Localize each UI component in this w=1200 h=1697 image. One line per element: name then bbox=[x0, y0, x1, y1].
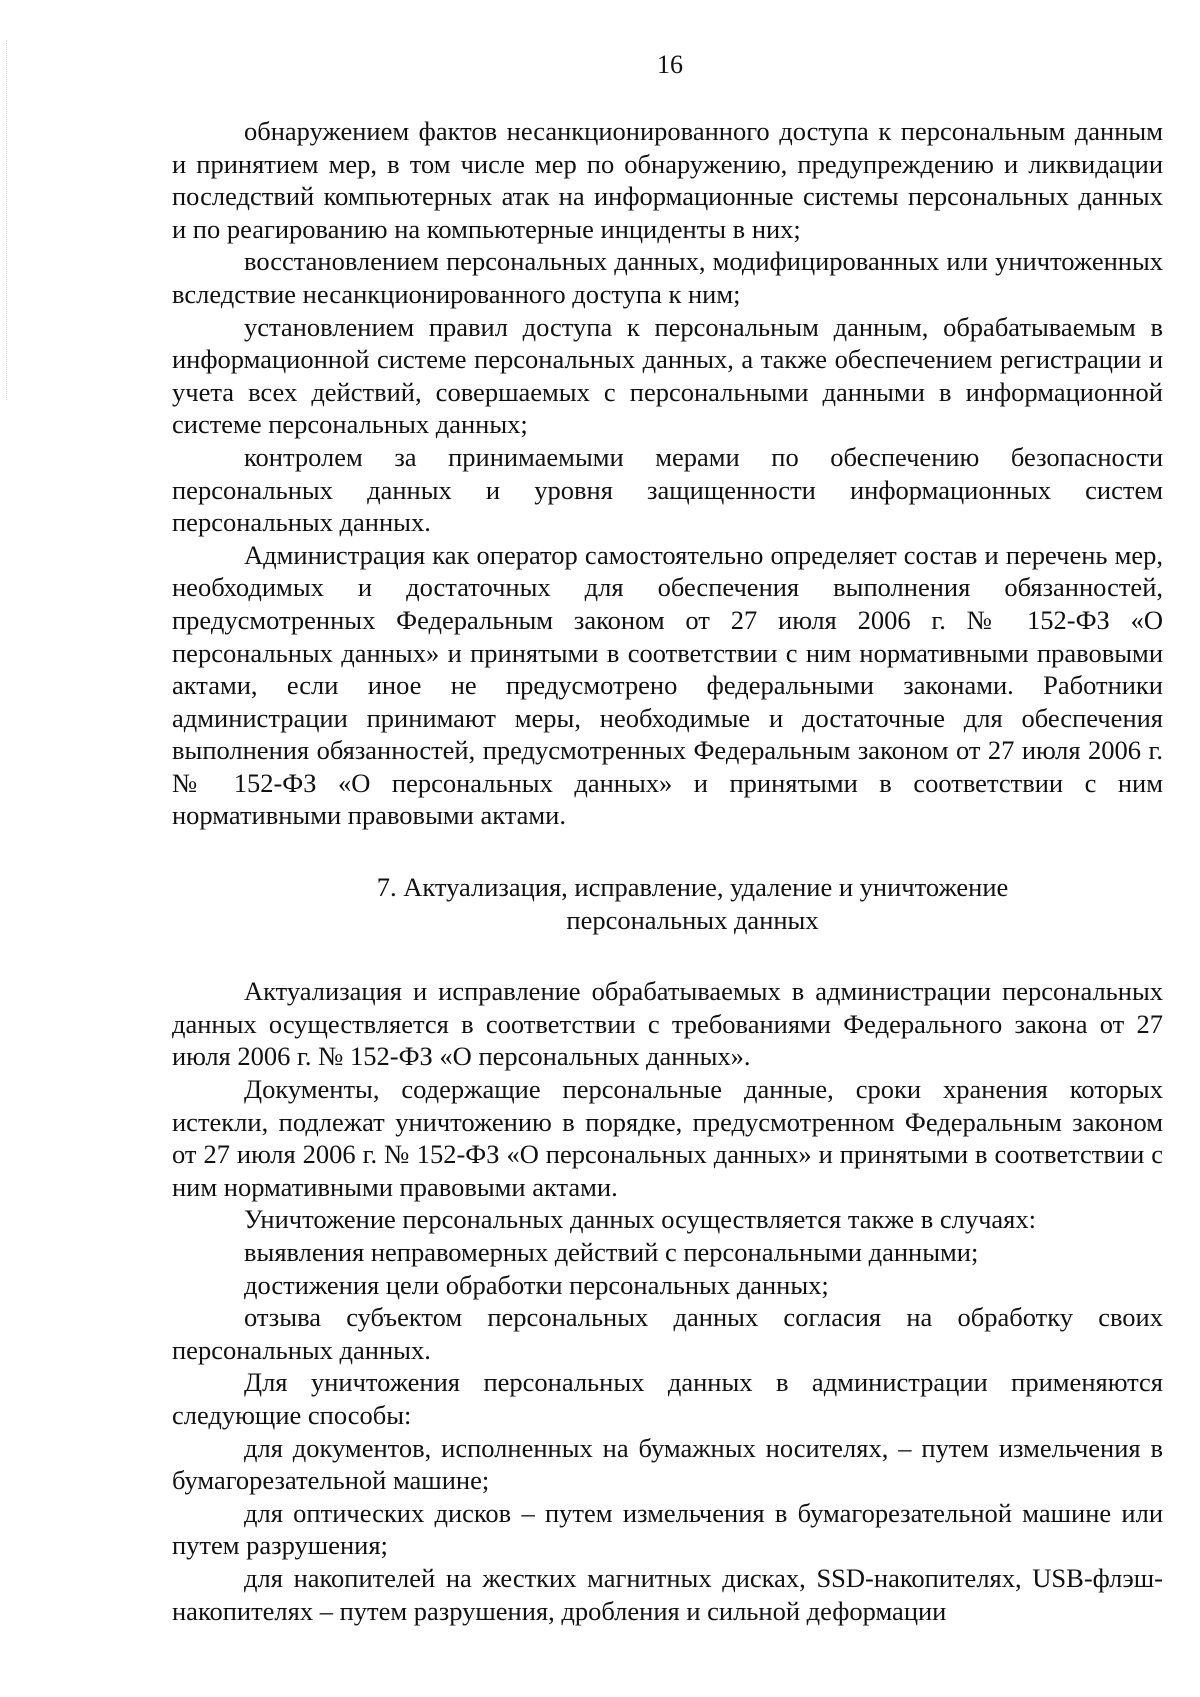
page-number: 16 bbox=[657, 50, 683, 79]
paragraph: Документы, содержащие персональные данные, сроки хранения которых истекли, подлежат уничтожению в порядке, предусмотренном Федеральным законом от 27 июля 2006 г. № 152-ФЗ «О персональных данных» и принятыми в соответствии с ним нормативными правовыми актами. bbox=[172, 1074, 1163, 1202]
section-heading-line-2: персональных данных bbox=[566, 904, 819, 935]
paragraph: для оптических дисков – путем измельчения в бумагорезательной машине или путем разрушения; bbox=[172, 1497, 1163, 1561]
paragraph: для документов, исполненных на бумажных носителях, – путем измельчения в бумагорезательной машине; bbox=[172, 1432, 1163, 1496]
document-body bbox=[172, 115, 1163, 1627]
paragraph: Администрация как оператор самостоятельно определяет состав и перечень мер, необходимых и достаточных для обеспечения выполнения обязанностей, предусмотренных Федеральным законом от 27 июля 2006 г. № 152-ФЗ «О персональных данных» и принятыми в соответствии с ним нормативными правовыми актами, если иное не предусмотрено федеральными законами. Работники администрации принимают меры, необходимые и достаточные для обеспечения выполнения обязанностей, предусмотренных Федеральным законом от 27 июля 2006 г. № 152-ФЗ «О персональных данных» и принятыми в соответствии с ним нормативными правовыми актами. bbox=[172, 539, 1163, 831]
paragraph: установлением правил доступа к персональным данным, обрабатываемым в информационной системе персональных данных, а также обеспечением регистрации и учета всех действий, совершаемых с персональными данными в информационной системе персональных данных; bbox=[172, 311, 1163, 440]
paragraph: Актуализация и исправление обрабатываемых в администрации персональных данных осуществляется в соответствии с требованиями Федерального закона от 27 июля 2006 г. № 152-ФЗ «О персональных данных». bbox=[172, 976, 1163, 1072]
paragraph: обнаружением фактов несанкционированного доступа к персональным данным и принятием мер, в том числе мер по обнаружению, предупреждению и ликвидации последствий компьютерных атак на информационные системы персональных данных и по реагированию на компьютерные инциденты в них; bbox=[172, 116, 1163, 244]
paragraph: восстановлением персональных данных, модифицированных или уничтоженных вследствие несанкционированного доступа к ним; bbox=[172, 246, 1163, 309]
paragraph: контролем за принимаемыми мерами по обеспечению безопасности персональных данных и уровня защищенности информационных систем персональных данных. bbox=[172, 441, 1163, 538]
paragraph: Для уничтожения персональных данных в администрации применяются следующие способы: bbox=[172, 1367, 1163, 1430]
paragraph: выявления неправомерных действий с персональными данными; bbox=[244, 1237, 979, 1267]
paragraph: Уничтожение персональных данных осуществляется также в случаях: bbox=[244, 1204, 1036, 1235]
paragraph: достижения цели обработки персональных данных; bbox=[244, 1269, 829, 1300]
paragraph: отзыва субъектом персональных данных согласия на обработку своих персональных данных. bbox=[172, 1302, 1163, 1365]
section-heading bbox=[172, 871, 1163, 936]
scan-margin-marks bbox=[6, 40, 10, 400]
paragraph: для накопителей на жестких магнитных дисках, SSD-накопителях, USB-флэш-накопителях – путем разрушения, дробления и сильной деформации bbox=[172, 1562, 1163, 1626]
section-heading-line-1: 7. Актуализация, исправление, удаление и уничтожение bbox=[376, 872, 1009, 903]
